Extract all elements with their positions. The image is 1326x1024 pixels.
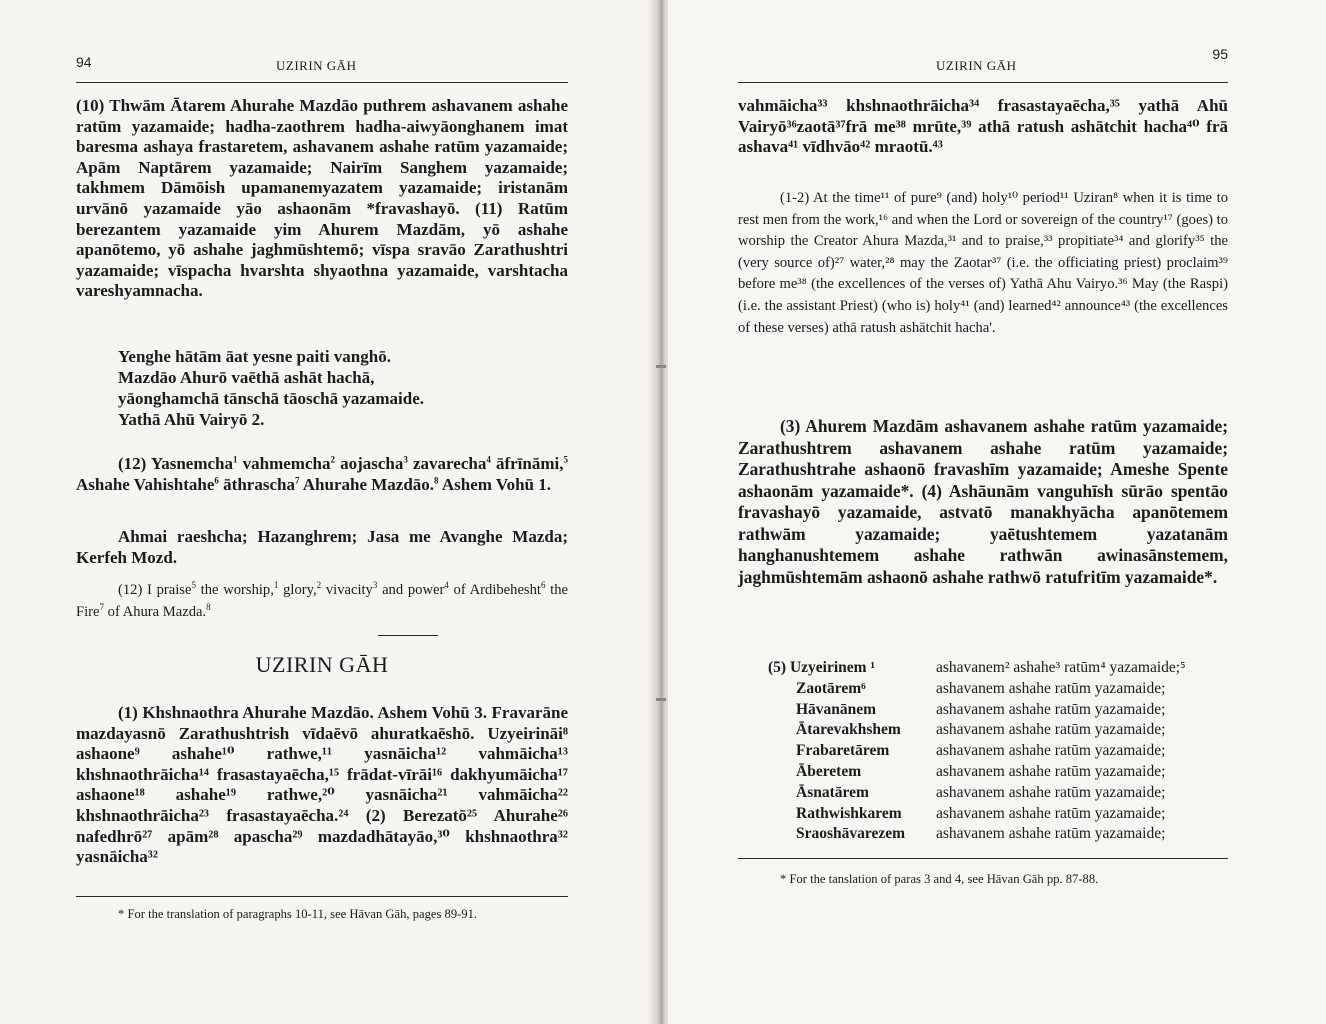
- table-cell-text: ashavanem ashahe ratūm yazamaide;: [936, 721, 1166, 739]
- text-span: the worship,: [195, 582, 274, 598]
- table-row: [768, 700, 1236, 721]
- superscript: 4: [486, 454, 491, 465]
- text-span: of Ahura Mazda.: [104, 603, 207, 620]
- paragraph-1-2: (1) Khshnaothra Ahurahe Mazdāo. Ashem Vohū 3. Fravarāne mazdayasnō Zarathushtrish vīdaēvō ahuratkaēshō. Uzyeirināi⁸ ashaone⁹ ashahe¹⁰ rathwe,¹¹ yasnāicha¹² vahmāicha¹³ khshnaothrāicha¹⁴ frasastayaēcha,¹⁵ frādat-vīrāi¹⁶ dakhyumāicha¹⁷ ashaone¹⁸ ashahe¹⁹ rathwe,²⁰ yasnāicha²¹ vahmāicha²² khshnaothrāicha²³ frasastayaēcha.²⁴ (2) Berezatō²⁵ Ahurahe²⁶ nafedhrō²⁷ apām²⁸ apascha²⁹ mazdadhātayāo,³⁰ khshnaothra³² yasnāicha³²: [76, 703, 568, 867]
- text-span: and power: [377, 582, 445, 598]
- superscript: 7: [294, 474, 300, 485]
- gutter-mark: [656, 698, 666, 701]
- paragraph-10-11: (10) Thwām Ātarem Ahurahe Mazdāo puthrem ashavanem ashahe ratūm yazamaide; hadha-zaothrem hadha-aiwyāonghanem imat baresma ashaya frastaretem, ashavanem ashahe ratūm yazamaide; Apām Naptārem yazamaide; Nairīm Sanghem yazamaide; takhmem Dāmōish upamanemyazatem yazamaide; iristanām urvānō yazamaide yāo ashaonām *fravashayō. (11) Ratūm berezantem yazamaide yim Ahurem Mazdām, yō ashahe apanōtemo, yō ashahe jaghmūshtemō; vīspa sravāo Zarathushtri yazamaide; vīspacha hvarshta shyaothna yazamaide, varshtacha vareshyamnacha.: [76, 96, 568, 301]
- table-cell-name: Frabaretārem: [796, 742, 890, 760]
- verse-block: [118, 346, 568, 430]
- superscript: 6: [540, 580, 546, 591]
- running-head-title-left: UZIRIN GĀH: [276, 58, 357, 73]
- table-cell-text: ashavanem ashahe ratūm yazamaide;: [936, 762, 1166, 780]
- superscript: 2: [330, 454, 335, 465]
- table-cell-name: Ātarevakhshem: [796, 721, 901, 739]
- left-page: [0, 0, 655, 1024]
- table-row: [768, 679, 1236, 700]
- text-span: of Ardibehesht: [448, 582, 541, 598]
- table-cell-name: Āberetem: [796, 762, 862, 780]
- translation-12: [76, 580, 568, 623]
- verse-line: yāonghamchā tānschā tāoschā yazamaide.: [118, 389, 425, 408]
- footnote-right: * For the tanslation of paras 3 and 4, see Hāvan Gāh pp. 87-88.: [780, 872, 1099, 886]
- superscript: 7: [99, 601, 105, 612]
- footnote-rule: [76, 896, 568, 897]
- table-row: [768, 762, 1236, 783]
- running-head-title-right: UZIRIN GĀH: [936, 58, 1017, 73]
- text-span: vivacity: [321, 582, 373, 598]
- superscript: 6: [214, 474, 219, 485]
- table-cell-name: (5) Uzyeirinem ¹: [768, 659, 876, 676]
- table-row: [768, 741, 1236, 762]
- table-row: [768, 720, 1236, 741]
- table-cell-name: Rathwishkarem: [796, 804, 902, 822]
- text-span: aojascha: [334, 454, 404, 473]
- text-span: glory,: [278, 582, 317, 598]
- text-span: Ashahe Vahishtahe: [76, 474, 215, 494]
- text-span: vahmemcha: [237, 454, 331, 473]
- text-span: āthrascha: [218, 474, 295, 494]
- superscript: 5: [191, 580, 196, 591]
- verse-line: Yenghe hātām āat yesne paiti vanghō.: [118, 347, 391, 366]
- paragraph-12: [76, 454, 568, 495]
- paragraph-ahmai: Ahmai raeshcha; Hazanghrem; Jasa me Avanghe Mazda; Kerfeh Mozd.: [76, 527, 568, 567]
- text-span: Ashem Vohū 1.: [438, 474, 551, 494]
- text-span: (12) Yasnemcha: [118, 454, 233, 473]
- table-row: [768, 824, 1236, 845]
- table-cell-name: Zaotārem⁶: [796, 679, 866, 697]
- superscript: 3: [372, 580, 378, 591]
- text-span: Ahurahe Mazdāo.: [299, 474, 435, 494]
- table-cell-text: ashavanem ashahe ratūm yazamaide;: [936, 679, 1166, 697]
- superscript: 4: [444, 580, 449, 591]
- gutter-mark: [656, 365, 666, 368]
- page-number-left: 94: [76, 54, 92, 70]
- paragraph-continuation: vahmāicha³³ khshnaothrāicha³⁴ frasastayaēcha,³⁵ yathā Ahū Vairyō³⁶zaotā³⁷frā me³⁸ mrūte,³⁹ athā ratush ashātchit hacha⁴⁰ frā ashava⁴¹ vīdhvāo⁴² mraotū.⁴³: [738, 96, 1228, 157]
- running-head-right: [738, 46, 1228, 83]
- table-cell-text: ashavanem ashahe ratūm yazamaide;: [936, 804, 1166, 822]
- superscript: 8: [206, 601, 211, 612]
- verse-line: Yathā Ahū Vairyō 2.: [118, 410, 265, 429]
- section-divider: [378, 635, 438, 636]
- superscript: 3: [403, 454, 408, 465]
- right-page: [668, 0, 1326, 1024]
- table-row: [768, 658, 1236, 679]
- running-head-left: [76, 52, 568, 83]
- table-cell-text: ashavanem ashahe ratūm yazamaide;: [936, 783, 1166, 801]
- ratu-table: [768, 658, 1236, 845]
- text-span: āfrīnāmi,: [490, 454, 564, 473]
- table-cell-text: ashavanem ashahe ratūm yazamaide;: [936, 825, 1166, 843]
- table-cell-text: ashavanem ashahe ratūm yazamaide;: [936, 742, 1166, 760]
- verse-line: Mazdāo Ahurō vaēthā ashāt hachā,: [118, 368, 375, 387]
- table-row: [768, 804, 1236, 825]
- superscript: 5: [563, 454, 568, 465]
- footnote-left: * For the translation of paragraphs 10-11, see Hāvan Gāh, pages 89-91.: [118, 907, 478, 921]
- superscript: 1: [273, 580, 279, 591]
- text-span: (12) I praise: [118, 582, 192, 598]
- page-number-right: 95: [1212, 46, 1228, 62]
- table-cell-text: ashavanem² ashahe³ ratūm⁴ yazamaide;⁵: [936, 659, 1186, 676]
- table-cell-name: Āsnatārem: [796, 783, 869, 801]
- text-span: zavarecha: [407, 454, 487, 473]
- table-cell-name: Hāvanānem: [796, 700, 877, 718]
- translation-1-2: (1-2) At the time¹¹ of pure⁹ (and) holy¹⁰ period¹¹ Uziran⁸ when it is time to rest men from the work,¹⁶ and when the Lord or sovereign of the country¹⁷ (goes) to worship the Creator Ahura Mazda,³¹ and to praise,³³ propitiate³⁴ and glorify³⁵ the (very source of)²⁷ water,²⁸ may the Zaotar³⁷ (i.e. the officiating priest) proclaim³⁹ before me³⁸ (the excellences of the verses of) Yathā Ahu Vairyo.³⁶ May (the Raspi) (i.e. the assistant Priest) (who is) holy⁴¹ (and) learned⁴² announce⁴³ (the excellences of these verses) athā ratush ashātchit hacha'.: [738, 190, 1228, 336]
- section-heading: UZIRIN GĀH: [255, 652, 389, 677]
- footnote-rule: [738, 858, 1228, 859]
- table-cell-name: Sraoshāvarezem: [796, 825, 906, 843]
- table-cell-text: ashavanem ashahe ratūm yazamaide;: [936, 700, 1166, 718]
- text-span: the Fire: [76, 582, 568, 620]
- superscript: 1: [233, 454, 238, 465]
- superscript: 8: [434, 474, 439, 485]
- table-row: [768, 783, 1236, 804]
- superscript: 2: [316, 580, 322, 591]
- paragraph-3-4: (3) Ahurem Mazdām ashavanem ashahe ratūm yazamaide; Zarathushtrem ashavanem ashahe ratūm yazamaide; Zarathushtrahe ashaonō fravashīm yazamaide; Ameshe Spente ashaonām yazamaide*. (4) Ashāunām vanguhīsh sūrāo spentāo fravashayō yazamaide, astvatō manakhyācha apanōtemem rathwām yazamaide; yaētushtemem yazatanām hanghanushtemem ashahe rathwān awinasānstemem, jaghmūshtemām ashaonō ashahe rathwō ratufritīm yazamaide*.: [738, 416, 1228, 587]
